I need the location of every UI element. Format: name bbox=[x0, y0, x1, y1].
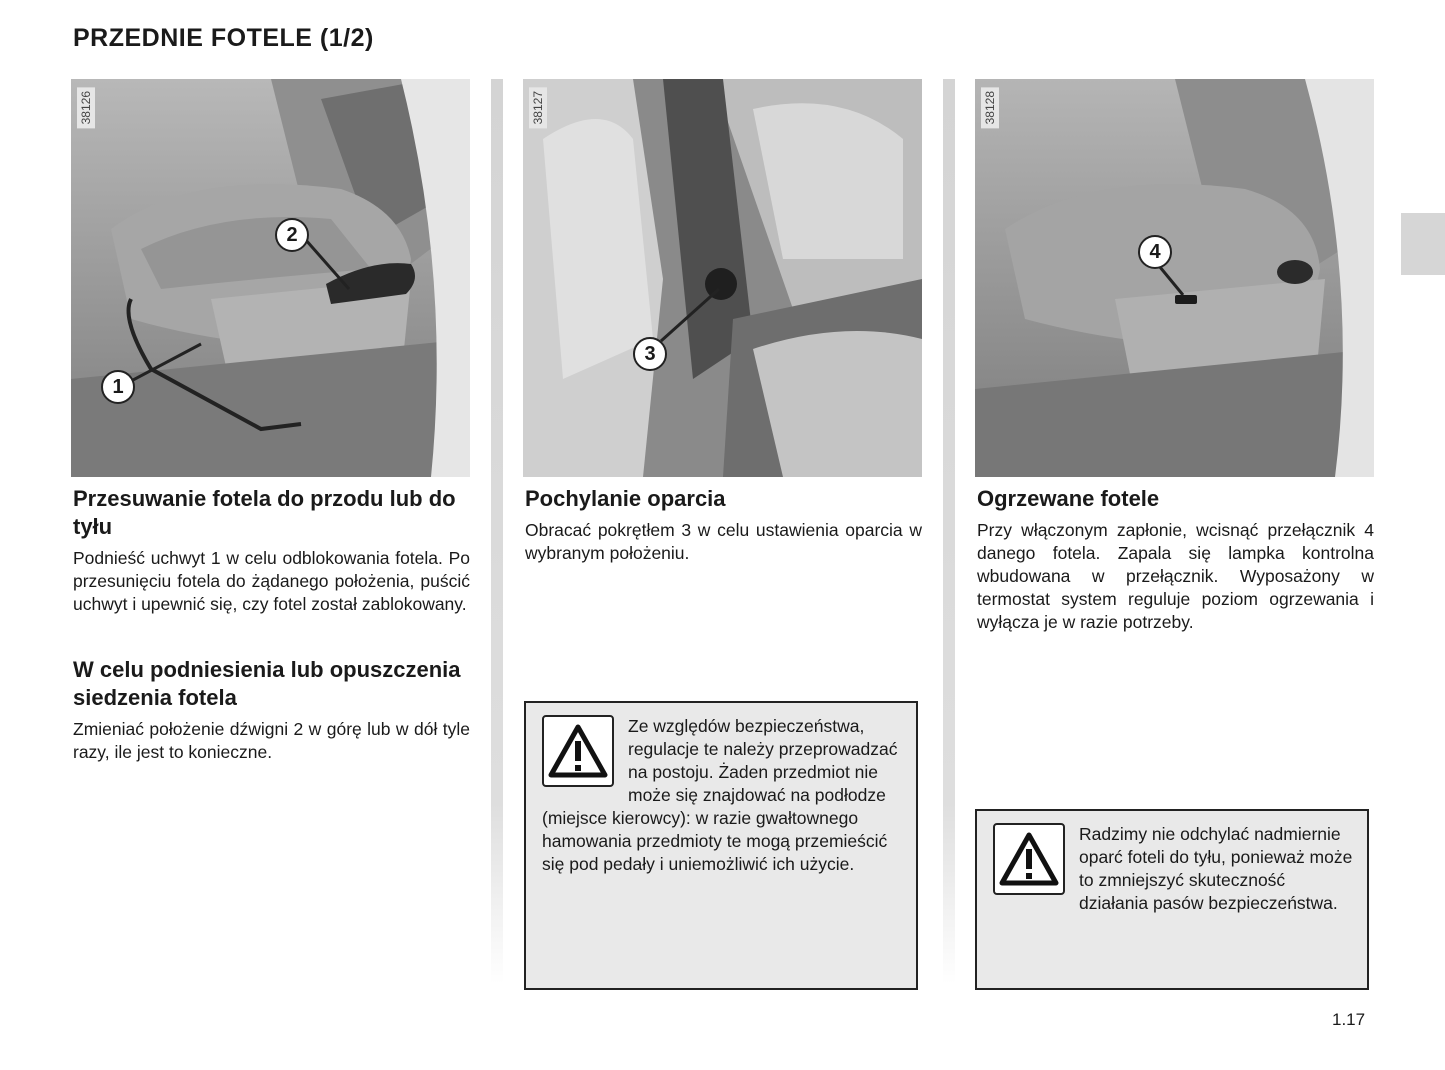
section-text: Obracać pokrętłem 3 w celu ustawienia oparcia w wybranym położeniu. bbox=[525, 520, 922, 563]
column-divider bbox=[943, 79, 955, 984]
warning-triangle-icon bbox=[993, 823, 1065, 895]
section-heading: W celu podniesienia lub opuszczenia siedzenia fotela bbox=[73, 657, 461, 710]
callout-4: 4 bbox=[1138, 235, 1172, 269]
figure-id: 38128 bbox=[981, 87, 999, 128]
section-text: Przy włączonym zapłonie, wcisnąć przełącznik 4 danego fotela. Zapala się lampka kontrolna wbudowana w przełącznik. Wyposażony w termostat system reguluje poziom ogrzewania i wyłącza je w razie potrzeby. bbox=[977, 520, 1374, 632]
warning-triangle-icon bbox=[542, 715, 614, 787]
page-number: 1.17 bbox=[1332, 1010, 1366, 1029]
safety-warning-box bbox=[975, 809, 1369, 990]
section-tab bbox=[1401, 213, 1445, 275]
figure-id: 38126 bbox=[77, 87, 95, 128]
safety-warning-box bbox=[524, 701, 918, 990]
section-text: Podnieść uchwyt 1 w celu odblokowania fotela. Po przesunięciu fotela do żądanego położenia, puścić uchwyt i upewnić się, czy fotel został zablokowany. bbox=[73, 548, 470, 614]
seat-photo-figure bbox=[975, 79, 1374, 477]
seat-photo-figure bbox=[71, 79, 470, 477]
section-heading: Ogrzewane fotele bbox=[977, 486, 1160, 511]
section-text: Zmieniać położenie dźwigni 2 w górę lub w dół tyle razy, ile jest to konieczne. bbox=[73, 719, 470, 762]
column-divider bbox=[491, 79, 503, 984]
warning-text: Ze względów bezpieczeństwa, regulacje te należy przeprowadzać na postoju. Żaden przedmiot nie może się znajdować na podłodze (miejsce kierowcy): w razie gwałtownego hamowania przedmioty te mogą przemieścić się pod pedały i uniemożliwić ich użycie. bbox=[542, 716, 898, 874]
section-heading: Pochylanie oparcia bbox=[525, 486, 726, 511]
column-seat-adjust bbox=[71, 79, 470, 764]
page-title: PRZEDNIE FOTELE (1/2) bbox=[73, 24, 374, 52]
warning-text: Radzimy nie odchylać nadmiernie oparć foteli do tyłu, ponieważ może to zmniejszyć skuteczność działania pasów bezpieczeństwa. bbox=[1079, 824, 1353, 913]
column-backrest bbox=[523, 79, 922, 565]
seat-photo-figure bbox=[523, 79, 922, 477]
callout-1: 1 bbox=[101, 370, 135, 404]
callout-3: 3 bbox=[633, 337, 667, 371]
column-heated-seats bbox=[975, 79, 1374, 634]
figure-id: 38127 bbox=[529, 87, 547, 128]
section-heading: Przesuwanie fotela do przodu lub do tyłu bbox=[73, 486, 456, 539]
callout-2: 2 bbox=[275, 218, 309, 252]
